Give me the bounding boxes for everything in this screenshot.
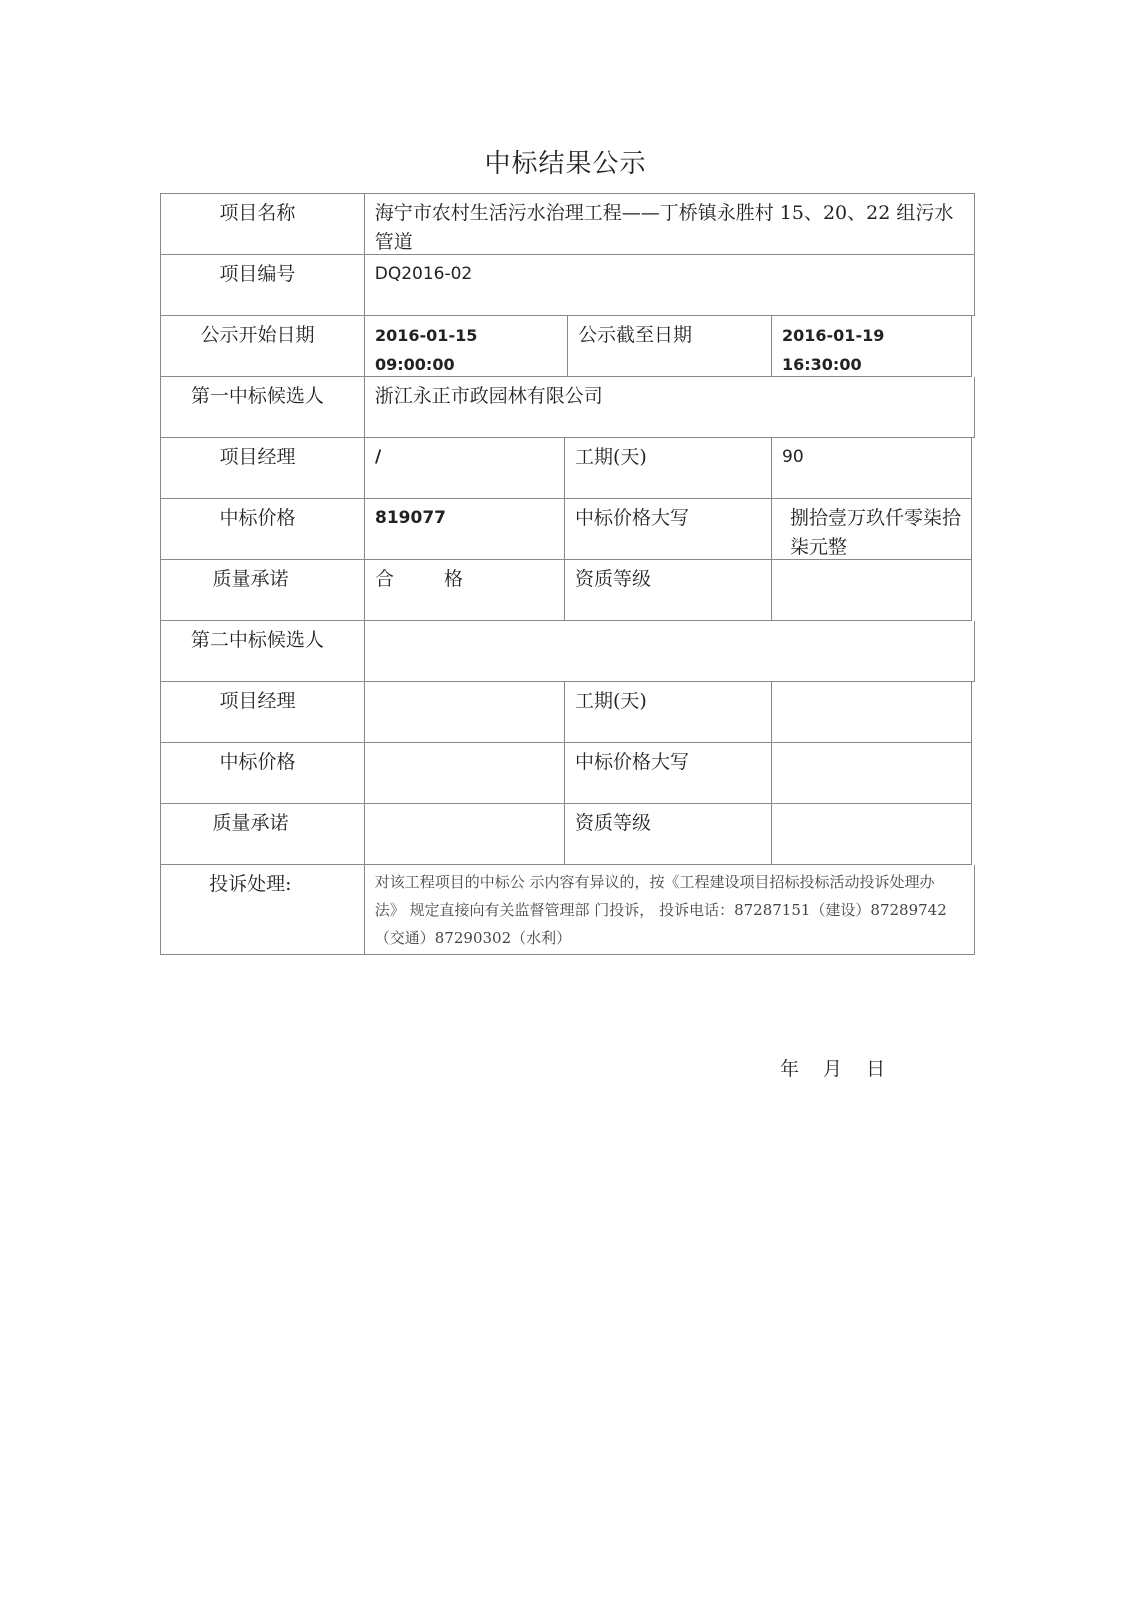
- project-name-label: 项目名称: [161, 194, 365, 255]
- project-code-value: DQ2016-02: [365, 255, 975, 316]
- second-quality-label: 质量承诺: [161, 804, 365, 865]
- first-period-value: 90: [772, 438, 972, 499]
- first-candidate-value: 浙江永正市政园林有限公司: [365, 377, 975, 438]
- first-qualification-label: 资质等级: [565, 560, 772, 621]
- first-quality-label: 质量承诺: [161, 560, 365, 621]
- table-row: [161, 316, 975, 377]
- table-row: [161, 438, 975, 499]
- second-period-label: 工期(天): [565, 682, 772, 743]
- table-row: [161, 499, 975, 560]
- first-period-label: 工期(天): [565, 438, 772, 499]
- second-price-caps-value: [772, 743, 972, 804]
- first-manager-value: /: [365, 438, 565, 499]
- first-manager-label: 项目经理: [161, 438, 365, 499]
- first-price-label: 中标价格: [161, 499, 365, 560]
- publicity-start-label: 公示开始日期: [161, 316, 365, 377]
- publicity-end-label: 公示截至日期: [568, 316, 772, 377]
- publicity-end-value: 2016-01-19 16:30:00: [772, 316, 972, 377]
- table-row: [161, 377, 975, 438]
- second-quality-value: [365, 804, 565, 865]
- second-price-label: 中标价格: [161, 743, 365, 804]
- table-row: [161, 743, 975, 804]
- project-name-value: 海宁市农村生活污水治理工程——丁桥镇永胜村 15、20、22 组污水管道: [365, 194, 975, 255]
- first-price-caps-value: 捌拾壹万玖仟零柒拾柒元整: [772, 499, 972, 560]
- page-title: 中标结果公示: [484, 149, 647, 179]
- second-price-value: [365, 743, 565, 804]
- project-code-label: 项目编号: [161, 255, 365, 316]
- bid-result-table: [160, 193, 975, 955]
- second-manager-value: [365, 682, 565, 743]
- complaint-text: 对该工程项目的中标公 示内容有异议的，按《工程建设项目招标投标活动投诉处理办法》 规定直接向有关监督管理部 门投诉， 投诉电话：87287151（建设）87289742（交通）87290302（水利）: [365, 865, 975, 955]
- first-qualification-value: [772, 560, 972, 621]
- publicity-start-value: 2016-01-15 09:00:00: [365, 316, 568, 377]
- second-qualification-value: [772, 804, 972, 865]
- table-row: [161, 682, 975, 743]
- first-price-caps-label: 中标价格大写: [565, 499, 772, 560]
- complaint-label: 投诉处理:: [161, 865, 365, 955]
- second-manager-label: 项目经理: [161, 682, 365, 743]
- second-candidate-value: [365, 621, 975, 682]
- date-line: 年 月 日: [780, 1058, 886, 1080]
- table-row: [161, 865, 975, 955]
- table-row: [161, 621, 975, 682]
- table-row: [161, 560, 975, 621]
- first-price-value: 819077: [365, 499, 565, 560]
- first-candidate-label: 第一中标候选人: [161, 377, 365, 438]
- second-qualification-label: 资质等级: [565, 804, 772, 865]
- second-period-value: [772, 682, 972, 743]
- table-row: [161, 194, 975, 255]
- table-row: [161, 804, 975, 865]
- table-row: [161, 255, 975, 316]
- second-price-caps-label: 中标价格大写: [565, 743, 772, 804]
- second-candidate-label: 第二中标候选人: [161, 621, 365, 682]
- first-quality-value: 合 格: [365, 560, 565, 621]
